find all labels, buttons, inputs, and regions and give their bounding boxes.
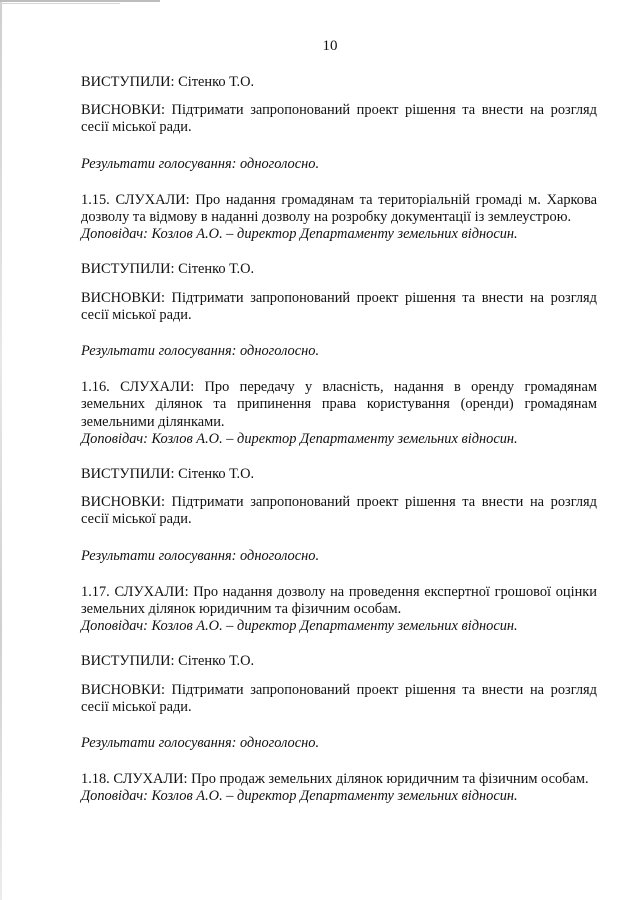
- voting-results: Результати голосування: одноголосно.: [81, 547, 320, 564]
- reporter-line: Доповідач: Козлов А.О. – директор Департаменту земельних відносин.: [81, 618, 518, 635]
- scan-edge-top: [0, 0, 160, 2]
- conclusions-paragraph: ВИСНОВКИ: Підтримати запропонований проект рішення та внести на розгляд сесії міської ради.: [81, 681, 597, 715]
- agenda-item-1-16: 1.16. СЛУХАЛИ: Про передачу у власність, надання в оренду громадянам земельних ділянок та припинення права користування (оренди) громадянам земельними ділянками.: [81, 379, 597, 430]
- agenda-item-1-17: 1.17. СЛУХАЛИ: Про надання дозволу на проведення експертної грошової оцінки земельних ділянок юридичним та фізичним особам.: [81, 583, 597, 618]
- scan-edge-top-secondary: [0, 3, 120, 4]
- reporter-line: Доповідач: Козлов А.О. – директор Департаменту земельних відносин.: [81, 788, 518, 805]
- voting-results: Результати голосування: одноголосно.: [81, 735, 320, 752]
- agenda-item-1-18: 1.18. СЛУХАЛИ: Про продаж земельних ділянок юридичним та фізичним особам.: [81, 771, 589, 788]
- speakers-line: ВИСТУПИЛИ: Сітенко Т.О.: [81, 466, 255, 483]
- reporter-line: Доповідач: Козлов А.О. – директор Департаменту земельних відносин.: [81, 226, 518, 243]
- voting-results: Результати голосування: одноголосно.: [81, 343, 320, 360]
- conclusions-paragraph: ВИСНОВКИ: Підтримати запропонований проект рішення та внести на розгляд сесії міської ради.: [81, 102, 597, 136]
- document-body: [81, 74, 597, 806]
- page-number: 10: [322, 38, 338, 54]
- conclusions-paragraph: ВИСНОВКИ: Підтримати запропонований проект рішення та внести на розгляд сесії міської ради.: [81, 289, 597, 323]
- voting-results: Результати голосування: одноголосно.: [81, 155, 320, 172]
- agenda-item-1-15: 1.15. СЛУХАЛИ: Про надання громадянам та територіальній громаді м. Харкова дозволу та відмову в наданні дозволу на розробку документації із землеустрою.: [81, 191, 597, 226]
- reporter-line: Доповідач: Козлов А.О. – директор Департаменту земельних відносин.: [81, 430, 518, 447]
- speakers-line: ВИСТУПИЛИ: Сітенко Т.О.: [81, 261, 255, 278]
- speakers-line: ВИСТУПИЛИ: Сітенко Т.О.: [81, 74, 255, 90]
- conclusions-paragraph: ВИСНОВКИ: Підтримати запропонований проект рішення та внести на розгляд сесії міської ради.: [81, 494, 597, 528]
- speakers-line: ВИСТУПИЛИ: Сітенко Т.О.: [81, 653, 255, 670]
- scan-edge-left: [0, 0, 2, 900]
